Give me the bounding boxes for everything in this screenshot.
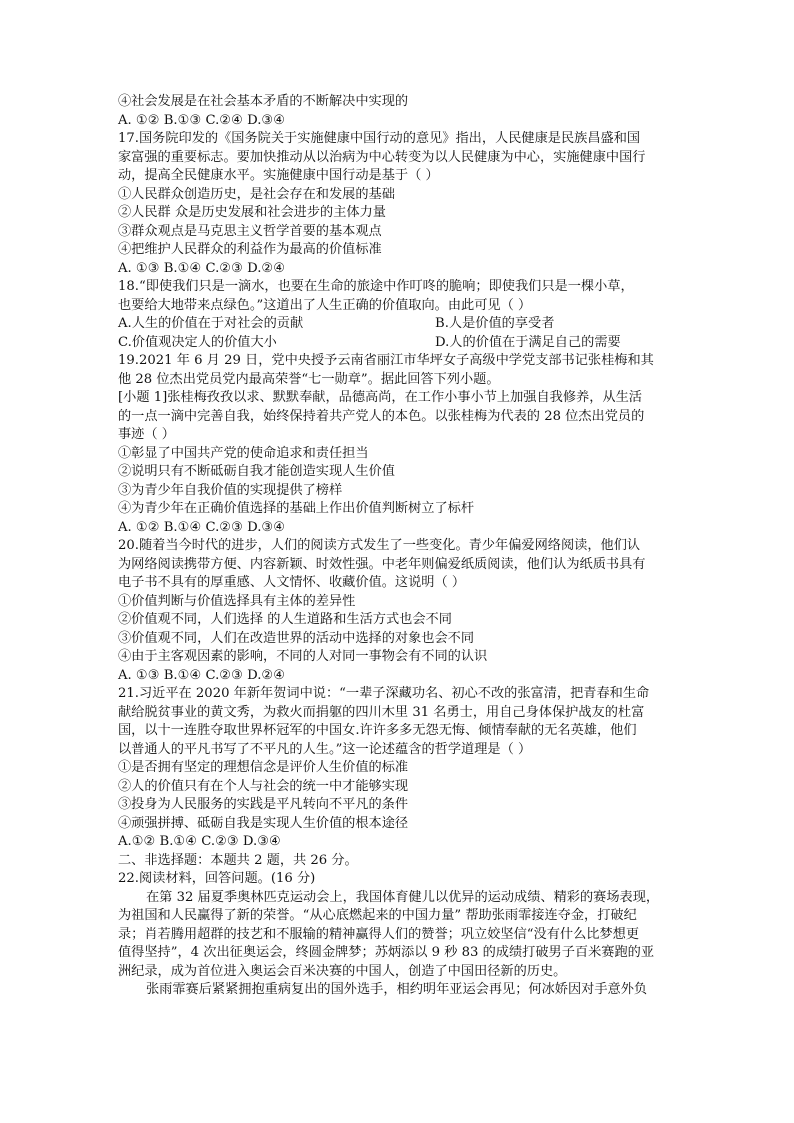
- option-line: ①人民群众创造历史，是社会存在和发展的基础: [118, 186, 395, 202]
- question-20-text: 20.随着当今时代的进步，人们的阅读方式发生了一些变化。青少年偏爱网络阅读，他们认: [118, 538, 641, 553]
- question-21-text: 献给脱贫事业的黄文秀，为救火而捐躯的四川木里 31 名勇士，用自己身体保护战友的杜富: [118, 704, 645, 720]
- answer-choices: A. ①② B.①④ C.②③ D.③④: [118, 519, 286, 535]
- choice-b: B.人是价值的享受者: [435, 316, 555, 331]
- question-18-text: 也要给大地带来点绿色。”这道出了人生正确的价值取向。由此可见（ ）: [118, 297, 532, 313]
- option-line: ④由于主客观因素的影响，不同的人对同一事物会有不同的认识: [118, 649, 488, 664]
- option-line: ③价值观不同，人们在改造世界的活动中选择的对象也会不同: [118, 630, 475, 646]
- question-19-text: 他 28 位杰出党员党内最高荣誉“七一勋章”。据此回答下列小题。: [118, 371, 500, 387]
- option-line: ④把维护人民群众的利益作为最高的价值标准: [118, 242, 382, 257]
- material-paragraph-line: 为祖国和人民赢得了新的荣誉。“从心底燃起来的中国力量” 帮助张雨霏接连夺金，打破纪: [118, 908, 637, 923]
- material-paragraph-line: 录；肖若腾用超群的技艺和不服输的精神赢得人们的赞誉；巩立姣坚信“没有什么比梦想更: [118, 926, 640, 942]
- option-line: ②人民群 众是历史发展和社会进步的主体力量: [118, 205, 386, 220]
- question-17-text: 17.国务院印发的《国务院关于实施健康中国行动的意见》指出，人民健康是民族昌盛和国: [118, 131, 641, 146]
- option-line: ④社会发展是在社会基本矛盾的不断解决中实现的: [118, 94, 409, 109]
- option-line: ①是否拥有坚定的理想信念是评价人生价值的标准: [118, 760, 409, 775]
- option-line: ③为青少年自我价值的实现提供了榜样: [118, 482, 343, 498]
- option-line: ①彰显了中国共产党的使命追求和责任担当: [118, 445, 369, 461]
- material-paragraph-line: 洲纪录，成为首位进入奥运会百米决赛的中国人，创造了中国田径新的历史。: [118, 963, 567, 979]
- question-18-text: 18.“即使我们只是一滴水，也要在生命的旅途中作叮咚的脆响；即使我们只是一棵小草，: [118, 279, 634, 294]
- question-19-text: 19.2021 年 6 月 29 日，党中央授予云南省丽江市华坪女子高级中学党支部书记张桂梅和其: [118, 353, 654, 368]
- question-20-text: 电子书不具有的厚重感、人文情怀、收藏价值。这说明（ ）: [118, 575, 466, 590]
- sub-question-text: 事迹（ ）: [118, 427, 175, 442]
- answer-choices: A. ①③ B.①④ C.②③ D.②④: [118, 260, 286, 276]
- question-20-text: 为网络阅读携带方便、内容新颖、时效性强。中老年则偏爱纸质阅读，他们认为纸质书具有: [118, 556, 646, 572]
- question-22-heading: 22.阅读材料，回答问题。(16 分): [118, 871, 316, 886]
- option-line: ③群众观点是马克思主义哲学首要的基本观点: [118, 223, 382, 239]
- question-17-text: 家富强的重要标志。要加快推动从以治病为中心转变为以人民健康为中心，实施健康中国行: [118, 149, 646, 165]
- option-line: ①价值判断与价值选择具有主体的差异性: [118, 593, 356, 609]
- choice-d: D.人的价值在于满足自己的需要: [435, 334, 621, 350]
- material-paragraph-line: 值得坚持”，4 次出征奥运会，终圆金牌梦；苏炳添以 9 秒 83 的成绩打破男子百米赛跑的亚: [118, 945, 655, 960]
- material-paragraph-line: 张雨霏赛后紧紧拥抱重病复出的国外选手，相约明年亚运会再见；何冰娇因对手意外负: [146, 982, 648, 997]
- answer-choices: A. ①③ B.①④ C.②③ D.②④: [118, 667, 286, 683]
- question-21-text: 以普通人的平凡书写了不平凡的人生。”这一论述蕴含的哲学道理是（ ）: [118, 741, 532, 757]
- material-paragraph-line: 在第 32 届夏季奥林匹克运动会上，我国体育健儿以优异的运动成绩、精彩的赛场表现，: [146, 889, 660, 905]
- sub-question-text: [小题 1]张桂梅孜孜以求、默默奉献，品德高尚，在工作小事小节上加强自我修养，从生活: [118, 390, 642, 405]
- choice-c: C.价值观决定人的价值大小: [118, 334, 277, 350]
- option-line: ④顽强拼搏、砥砺自我是实现人生价值的根本途径: [118, 815, 409, 831]
- option-line: ②价值观不同，人们选择 的人生道路和生活方式也会不同: [118, 612, 452, 627]
- option-line: ②人的价值只有在个人与社会的统一中才能够实现: [118, 778, 409, 794]
- choice-a: A.人生的价值在于对社会的贡献: [118, 316, 304, 331]
- question-21-text: 21.习近平在 2020 年新年贺词中说：“一辈子深藏功名、初心不改的张富清，把青春和生命: [118, 686, 650, 701]
- option-line: ③投身为人民服务的实践是平凡转向不平凡的条件: [118, 797, 409, 812]
- option-line: ②说明只有不断砥砺自我才能创造实现人生价值: [118, 464, 395, 479]
- sub-question-text: 的一点一滴中完善自我，始终保持着共产党人的本色。以张桂梅为代表的 28 位杰出党员的: [118, 408, 645, 424]
- question-17-text: 动，提高全民健康水平。实施健康中国行动是基于（ ）: [118, 168, 439, 183]
- section-heading: 二、非选择题：本题共 2 题，共 26 分。: [118, 852, 358, 868]
- answer-choices-row: [118, 334, 678, 353]
- answer-choices-row: [118, 315, 678, 334]
- option-line: ④为青少年在正确价值选择的基础上作出价值判断树立了标杆: [118, 501, 475, 516]
- answer-choices: A.①② B.①④ C.②③ D.③④: [118, 834, 281, 849]
- question-21-text: 国，以十一连胜夺取世界杯冠军的中国女.许许多多无怨无悔、倾情奉献的无名英雄，他们: [118, 723, 637, 738]
- document-body: [118, 93, 678, 1000]
- answer-choices: A. ①② B.①③ C.②④ D.③④: [118, 112, 286, 128]
